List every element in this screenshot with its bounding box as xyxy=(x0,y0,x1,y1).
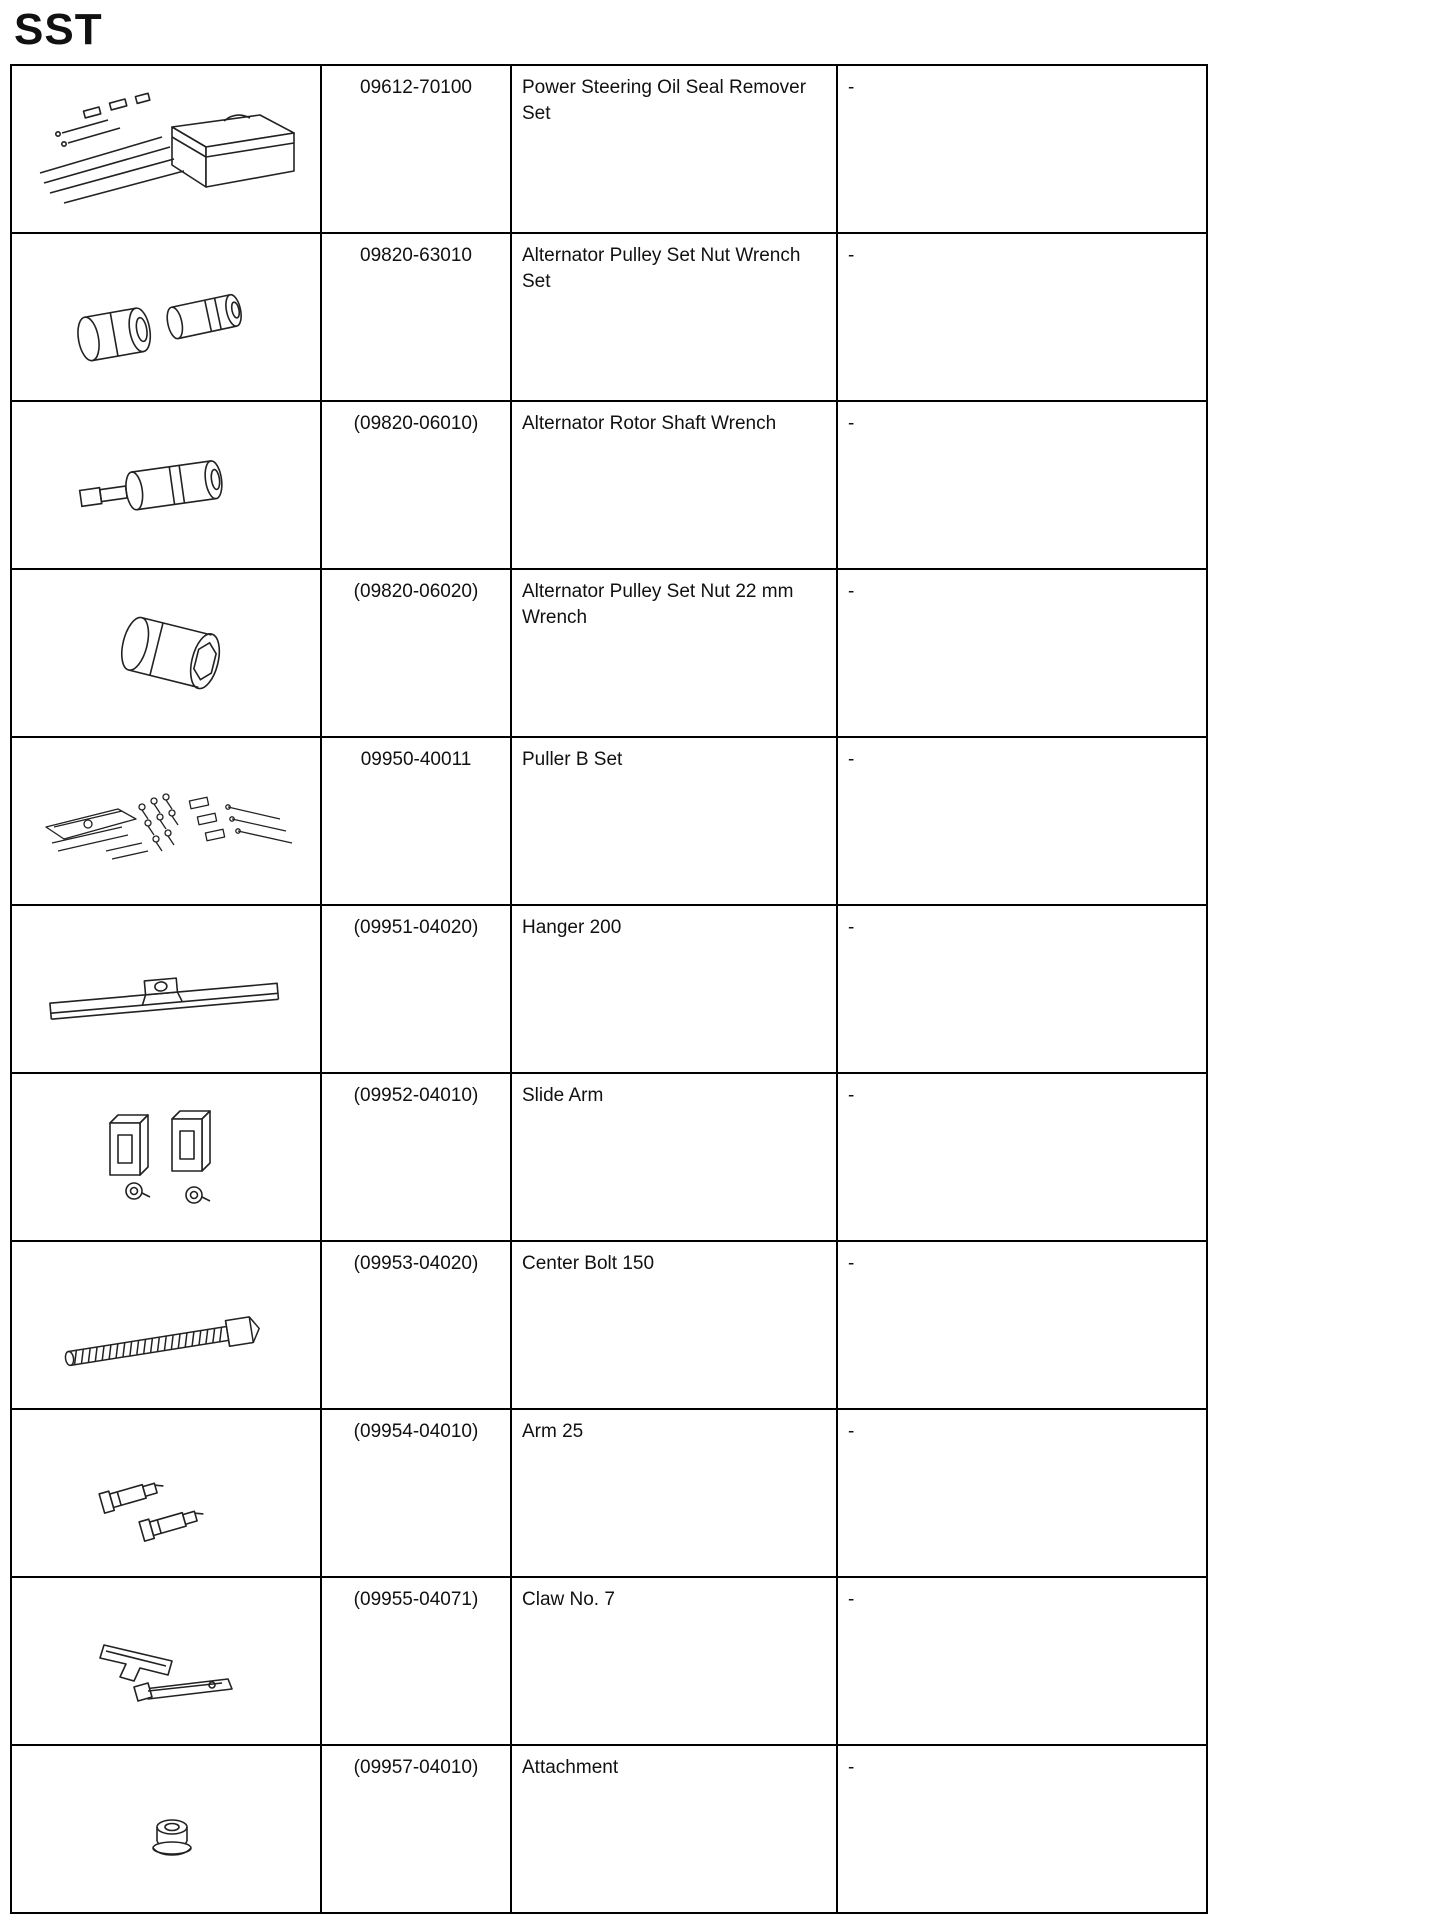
part-number-cell xyxy=(321,905,511,1073)
rotor-shaft-wrench-icon xyxy=(22,411,312,559)
tool-illustration-cell xyxy=(11,233,321,401)
part-number: (09951-04020) xyxy=(353,917,479,938)
part-number-cell xyxy=(321,569,511,737)
puller-b-parts-set-icon xyxy=(22,747,312,895)
part-number-cell xyxy=(321,1577,511,1745)
description-cell xyxy=(511,569,837,737)
tool-description: Attachment xyxy=(522,1757,619,1778)
remarks: - xyxy=(848,1085,855,1106)
tool-description: Alternator Rotor Shaft Wrench xyxy=(522,413,777,434)
table-row xyxy=(11,65,1207,233)
remarks-cell xyxy=(837,1241,1207,1409)
remarks: - xyxy=(848,245,855,266)
table-row xyxy=(11,401,1207,569)
description-cell xyxy=(511,1241,837,1409)
center-bolt-threaded-rod-icon xyxy=(22,1251,312,1399)
slide-arm-blocks-icon xyxy=(22,1083,312,1231)
remarks-cell xyxy=(837,1409,1207,1577)
sst-table xyxy=(10,64,1208,1914)
pulley-nut-wrench-sockets-icon xyxy=(22,243,312,391)
description-cell xyxy=(511,1577,837,1745)
remarks: - xyxy=(848,1421,855,1442)
part-number-cell xyxy=(321,1241,511,1409)
remarks: - xyxy=(848,413,855,434)
part-number: (09953-04020) xyxy=(353,1253,479,1274)
oil-seal-remover-toolbox-icon xyxy=(22,75,312,223)
tool-description: Center Bolt 150 xyxy=(522,1253,655,1274)
table-row xyxy=(11,737,1207,905)
part-number: (09952-04010) xyxy=(353,1085,479,1106)
tool-description: Power Steering Oil Seal Remover Set xyxy=(522,77,807,124)
description-cell xyxy=(511,65,837,233)
tool-illustration-cell xyxy=(11,401,321,569)
tool-illustration-cell xyxy=(11,905,321,1073)
part-number: (09955-04071) xyxy=(353,1589,479,1610)
description-cell xyxy=(511,905,837,1073)
tool-description: Slide Arm xyxy=(522,1085,604,1106)
part-number-cell xyxy=(321,65,511,233)
part-number-cell xyxy=(321,1409,511,1577)
part-number-cell xyxy=(321,401,511,569)
part-number: 09950-40011 xyxy=(360,749,472,770)
remarks-cell xyxy=(837,569,1207,737)
tool-description: Puller B Set xyxy=(522,749,623,770)
table-row xyxy=(11,1409,1207,1577)
tool-description: Alternator Pulley Set Nut Wrench Set xyxy=(522,245,801,292)
description-cell xyxy=(511,1745,837,1913)
attachment-nut-icon xyxy=(22,1755,312,1903)
hanger-bar-icon xyxy=(22,915,312,1063)
tool-illustration-cell xyxy=(11,569,321,737)
arm-fittings-icon xyxy=(22,1419,312,1567)
remarks-cell xyxy=(837,905,1207,1073)
remarks: - xyxy=(848,917,855,938)
remarks-cell xyxy=(837,1577,1207,1745)
tool-illustration-cell xyxy=(11,1073,321,1241)
description-cell xyxy=(511,401,837,569)
tool-description: Hanger 200 xyxy=(522,917,622,938)
remarks: - xyxy=(848,1589,855,1610)
tool-illustration-cell xyxy=(11,1745,321,1913)
table-row xyxy=(11,1745,1207,1913)
remarks: - xyxy=(848,77,855,98)
description-cell xyxy=(511,737,837,905)
tool-illustration-cell xyxy=(11,1241,321,1409)
remarks: - xyxy=(848,749,855,770)
description-cell xyxy=(511,1409,837,1577)
remarks: - xyxy=(848,1757,855,1778)
tool-illustration-cell xyxy=(11,1409,321,1577)
description-cell xyxy=(511,233,837,401)
part-number-cell xyxy=(321,737,511,905)
remarks: - xyxy=(848,581,855,602)
tool-description: Claw No. 7 xyxy=(522,1589,615,1610)
table-row xyxy=(11,1241,1207,1409)
tool-description: Alternator Pulley Set Nut 22 mm Wrench xyxy=(522,581,794,628)
part-number: (09820-06020) xyxy=(353,581,479,602)
pulley-nut-22mm-socket-icon xyxy=(22,579,312,727)
remarks: - xyxy=(848,1253,855,1274)
tool-description: Arm 25 xyxy=(522,1421,584,1442)
table-row xyxy=(11,1577,1207,1745)
part-number: (09820-06010) xyxy=(353,413,479,434)
part-number-cell xyxy=(321,1745,511,1913)
part-number: (09957-04010) xyxy=(353,1757,479,1778)
part-number-cell xyxy=(321,1073,511,1241)
remarks-cell xyxy=(837,401,1207,569)
table-row xyxy=(11,1073,1207,1241)
claw-pieces-icon xyxy=(22,1587,312,1735)
tool-illustration-cell xyxy=(11,65,321,233)
part-number-cell xyxy=(321,233,511,401)
tool-illustration-cell xyxy=(11,737,321,905)
part-number: (09954-04010) xyxy=(353,1421,479,1442)
remarks-cell xyxy=(837,1745,1207,1913)
part-number: 09612-70100 xyxy=(360,77,472,98)
remarks-cell xyxy=(837,233,1207,401)
remarks-cell xyxy=(837,65,1207,233)
table-row xyxy=(11,569,1207,737)
description-cell xyxy=(511,1073,837,1241)
part-number: 09820-63010 xyxy=(360,245,472,266)
tool-illustration-cell xyxy=(11,1577,321,1745)
remarks-cell xyxy=(837,1073,1207,1241)
page-title: SST xyxy=(14,5,103,54)
remarks-cell xyxy=(837,737,1207,905)
table-row xyxy=(11,905,1207,1073)
table-row xyxy=(11,233,1207,401)
